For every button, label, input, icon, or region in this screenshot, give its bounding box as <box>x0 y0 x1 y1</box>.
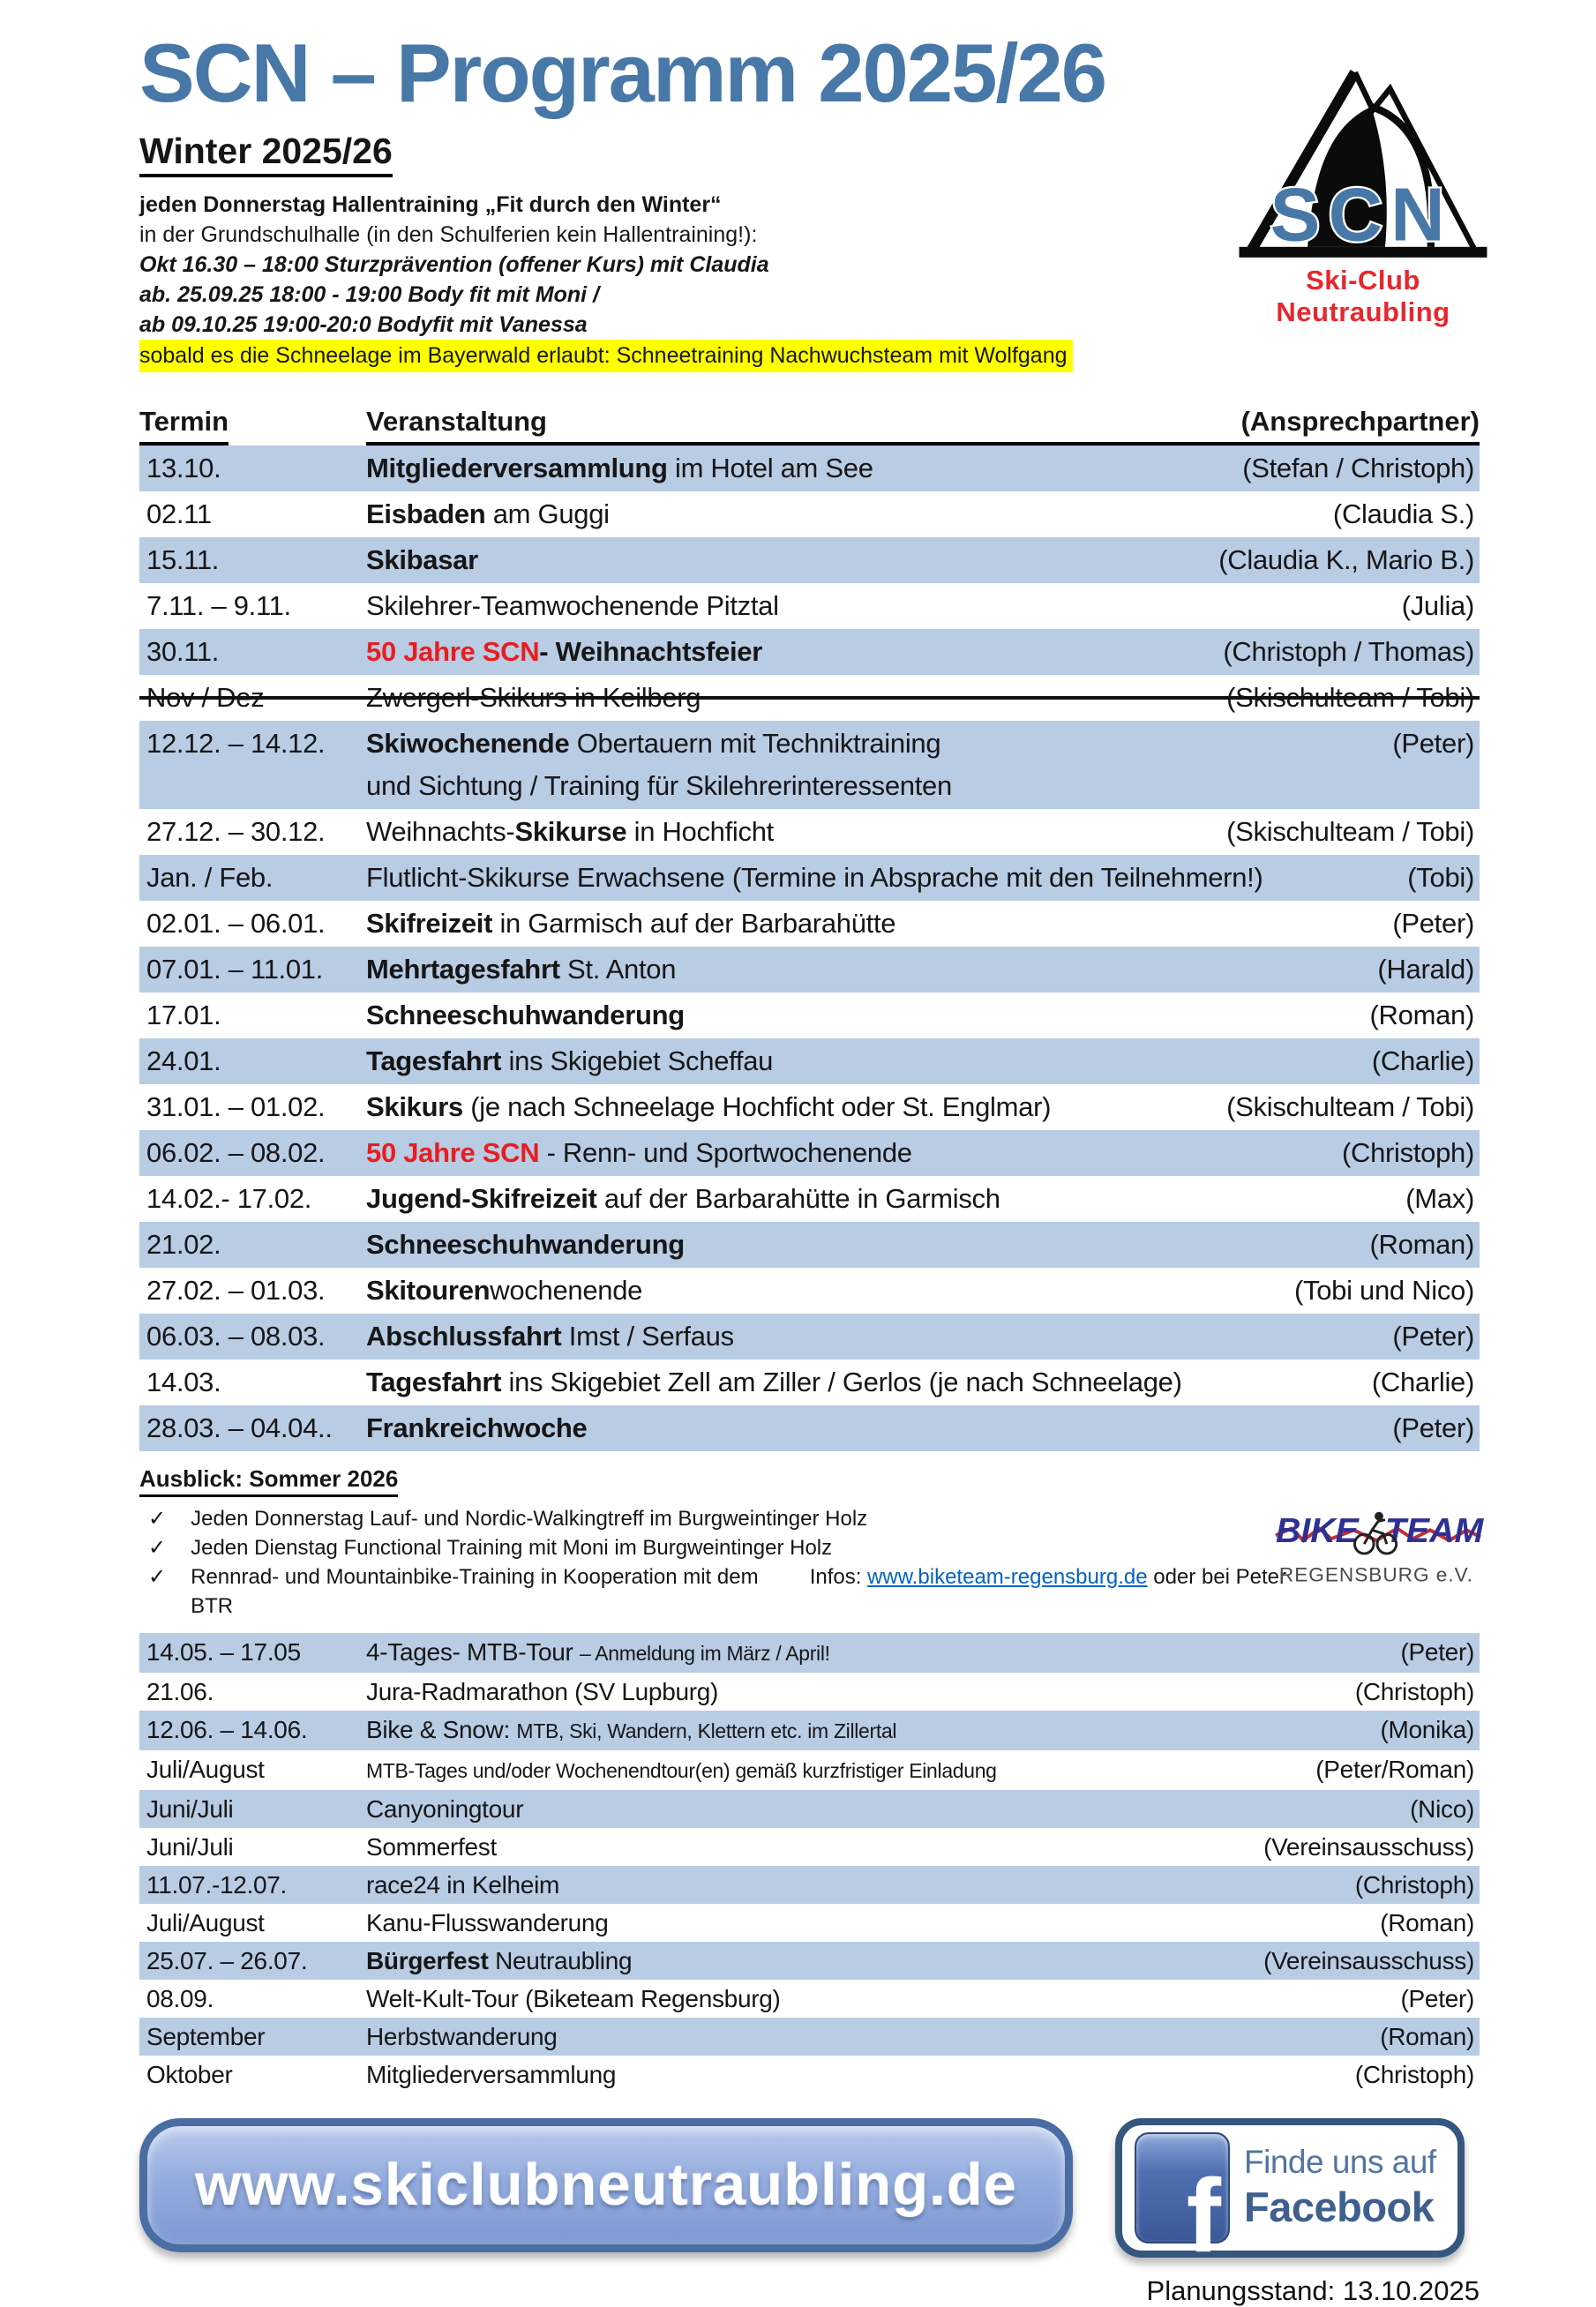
outlook-item <box>139 1533 1286 1562</box>
event-contact: (Charlie) <box>1371 1367 1474 1398</box>
event-title <box>366 1868 1355 1902</box>
event-date: 30.11. <box>146 636 220 668</box>
event-contact: (Christoph / Thomas) <box>1223 636 1474 668</box>
event-text: Obertauern mit Techniktraining <box>569 728 941 760</box>
event-text: Welt-Kult-Tour (Biketeam Regensburg) <box>366 1984 781 2012</box>
event-title <box>366 1830 1263 1864</box>
biketeam-logo <box>1273 1499 1483 1603</box>
event-date: 28.03. – 04.04.. <box>146 1412 333 1444</box>
event-text: (je nach Schneelage Hochficht oder St. Englmar) <box>462 1091 1052 1123</box>
event-text: race24 in Kelheim <box>366 1870 560 1899</box>
event-title <box>366 1132 1342 1174</box>
table-header <box>139 402 1480 446</box>
event-row <box>139 1711 1480 1750</box>
event-text: Bike & Snow: <box>366 1715 517 1743</box>
event-title <box>366 723 1392 807</box>
event-contact: (Roman) <box>1369 1000 1474 1031</box>
facebook-text <box>1244 2144 1436 2231</box>
event-text: Frankreichwoche <box>366 1412 588 1444</box>
biketeam-word-team: TEAM <box>1384 1510 1484 1550</box>
intro-line: jeden Donnerstag Hallentraining „Fit durch den Winter“ <box>139 192 722 218</box>
event-date: Nov / Dez <box>146 682 265 714</box>
biketeam-word-bike: BIKE <box>1275 1510 1359 1550</box>
event-row <box>139 855 1480 901</box>
event-text: Schneeschuhwanderung <box>366 1000 685 1031</box>
event-title <box>366 1270 1294 1312</box>
event-row <box>139 947 1480 992</box>
event-contact: (Vereinsausschuss) <box>1263 1832 1474 1861</box>
column-ansprechpartner: (Ansprechpartner) <box>1240 406 1480 438</box>
event-date: 06.03. – 08.03. <box>146 1321 326 1352</box>
event-date: 14.03. <box>146 1367 221 1398</box>
event-title <box>366 1906 1380 1940</box>
event-date: 25.07. – 26.07. <box>146 1946 308 1974</box>
event-date: 11.07.-12.07. <box>146 1870 288 1899</box>
event-title <box>366 1040 1372 1082</box>
column-termin: Termin <box>139 402 229 446</box>
event-contact: (Christoph) <box>1341 1137 1474 1169</box>
event-text: 50 Jahre SCN <box>366 636 540 668</box>
event-date: 27.12. – 30.12. <box>146 816 326 848</box>
event-text: am Guggi <box>485 498 610 530</box>
event-contact: (Peter) <box>1392 908 1474 940</box>
event-title <box>366 1752 1315 1788</box>
event-text: ins Skigebiet Scheffau <box>501 1045 774 1077</box>
event-text: Jura-Radmarathon (SV Lupburg) <box>366 1677 719 1705</box>
event-contact: (Christoph) <box>1354 1870 1474 1899</box>
event-row <box>139 992 1480 1038</box>
event-row <box>139 629 1480 675</box>
event-text: 4-Tages- MTB-Tour <box>366 1637 580 1666</box>
event-title <box>366 539 1218 581</box>
event-date: Juni/Juli <box>146 1794 234 1823</box>
event-contact: (Stefan / Christoph) <box>1242 453 1474 484</box>
event-text: Tagesfahrt <box>366 1045 502 1077</box>
event-contact: (Peter) <box>1400 1637 1474 1666</box>
event-title <box>366 447 1242 490</box>
event-text: Weihnachts- <box>366 816 515 848</box>
event-contact: (Peter) <box>1392 728 1474 760</box>
mountain-icon <box>1225 30 1501 266</box>
event-contact: (Nico) <box>1410 1794 1474 1823</box>
event-date: Juli/August <box>146 1755 265 1783</box>
event-row <box>139 1084 1480 1130</box>
event-title <box>366 1635 1401 1671</box>
check-icon: ✓ <box>148 1506 167 1531</box>
event-date: 24.01. <box>146 1045 221 1077</box>
event-date: Oktober <box>146 2060 233 2088</box>
event-title <box>366 1178 1405 1220</box>
event-title <box>366 1407 1392 1449</box>
event-contact: (Roman) <box>1380 1908 1474 1936</box>
event-contact: (Skischulteam / Tobi) <box>1226 816 1474 848</box>
event-title <box>366 903 1392 945</box>
event-contact: (Monika) <box>1380 1715 1474 1743</box>
event-text: MTB-Tages und/oder Wochenendtour(en) gemäß kurzfristiger Einladung <box>366 1758 997 1782</box>
event-contact: (Vereinsausschuss) <box>1263 1946 1474 1974</box>
footer <box>139 2118 1480 2274</box>
event-row <box>139 1359 1480 1405</box>
event-title <box>366 2057 1355 2092</box>
event-date: 21.02. <box>146 1229 221 1261</box>
event-text: Flutlicht-Skikurse Erwachsene (Termine in Absprache mit den Teilnehmern!) <box>366 862 1263 894</box>
event-text: Neutraubling <box>488 1946 633 1974</box>
event-row <box>139 1633 1480 1673</box>
planning-status: Planungsstand: 13.10.2025 <box>1146 2274 1480 2306</box>
event-title <box>366 857 1407 899</box>
event-row <box>139 1980 1480 2018</box>
event-text: auf der Barbarahütte in Garmisch <box>596 1183 1000 1215</box>
event-title <box>366 1224 1370 1266</box>
event-date: 14.02.- 17.02. <box>146 1183 312 1215</box>
event-contact: (Claudia K., Mario B.) <box>1218 544 1474 576</box>
season-heading: Winter 2025/26 <box>139 131 1480 177</box>
event-text: Jugend-Skifreizeit <box>366 1183 597 1215</box>
event-row <box>139 2018 1480 2056</box>
event-row <box>139 675 1480 721</box>
event-date: 07.01. – 11.01. <box>146 954 324 985</box>
event-date: 13.10. <box>146 453 221 484</box>
event-row <box>139 491 1480 537</box>
event-title <box>366 1674 1355 1709</box>
event-text: Mitgliederversammlung <box>366 453 668 484</box>
event-text: Weihnachtsfeier <box>555 636 763 668</box>
column-veranstaltung: Veranstaltung <box>366 406 547 438</box>
logo-acronym: SCN <box>1270 173 1453 258</box>
event-title <box>366 1981 1401 2016</box>
event-row <box>139 901 1480 947</box>
event-title <box>366 1792 1410 1826</box>
event-subtitle: und Sichtung / Training für Skilehrerinteressenten <box>366 770 952 802</box>
event-date: 27.02. – 01.03. <box>146 1275 326 1307</box>
winter-schedule-table <box>139 446 1480 1451</box>
event-text: Bürgerfest <box>366 1946 489 1974</box>
event-row <box>139 1314 1480 1359</box>
event-contact: (Skischulteam / Tobi) <box>1226 682 1474 714</box>
event-title <box>366 493 1333 536</box>
event-date: Juli/August <box>146 1908 265 1936</box>
facebook-line1: Finde uns auf <box>1244 2144 1436 2181</box>
highlight-note: sobald es die Schneelage im Bayerwald erlaubt: Schneetraining Nachwuchsteam mit Wolfgang <box>139 340 1073 372</box>
event-text: 50 Jahre SCN <box>366 1137 540 1169</box>
event-text: Mitgliederversammlung <box>366 2060 617 2088</box>
intro-line: ab 09.10.25 19:00-20:0 Bodyfit mit Vanessa <box>139 312 588 338</box>
outlook-text: Jeden Dienstag Functional Training mit Moni im Burgweintinger Holz <box>191 1535 833 1560</box>
event-date: 06.02. – 08.02. <box>146 1137 326 1169</box>
event-text: in Garmisch auf der Barbarahütte <box>492 908 896 940</box>
event-text: Skitouren <box>366 1275 491 1307</box>
event-text: Imst / Serfaus <box>561 1321 734 1352</box>
event-contact: (Roman) <box>1380 2022 1474 2050</box>
check-icon: ✓ <box>148 1535 167 1560</box>
outlook-text: Jeden Donnerstag Lauf- und Nordic-Walkingtreff im Burgweintinger Holz <box>191 1506 868 1531</box>
outlook-text: Rennrad- und Mountainbike-Training in Kooperation mit dem BTR <box>191 1564 759 1618</box>
event-row <box>139 537 1480 583</box>
scn-logo <box>1225 30 1501 328</box>
website-url: www.skiclubneutraubling.de <box>195 2152 1017 2219</box>
event-date: 14.05. – 17.05 <box>146 1637 301 1666</box>
event-date: 12.12. – 14.12. <box>146 728 326 760</box>
biketeam-sub: REGENSBURG e.V. <box>1278 1562 1473 1585</box>
event-text: Kanu-Flusswanderung <box>366 1908 609 1936</box>
event-text: Tagesfahrt <box>366 1367 502 1398</box>
event-row <box>139 1750 1480 1790</box>
event-contact: (Peter) <box>1392 1412 1474 1444</box>
event-date: 02.01. – 06.01. <box>146 908 326 940</box>
event-date: Jan. / Feb. <box>146 862 273 894</box>
event-title <box>366 994 1370 1037</box>
event-title <box>366 631 1223 673</box>
event-text: Skiwochenende <box>366 728 570 760</box>
event-text: wochenende <box>490 1275 643 1307</box>
event-date: 7.11. – 9.11. <box>146 590 291 622</box>
event-text: Canyoningtour <box>366 1794 524 1823</box>
event-text: Schneeschuhwanderung <box>366 1229 685 1261</box>
event-text: - Renn- und Sportwochenende <box>539 1137 912 1169</box>
event-contact: (Charlie) <box>1371 1045 1474 1077</box>
event-contact: (Roman) <box>1369 1229 1474 1261</box>
event-row <box>139 583 1480 629</box>
check-icon: ✓ <box>148 1564 167 1589</box>
infos-label: Infos: <box>809 1564 862 1589</box>
event-contact: (Christoph) <box>1354 1677 1474 1705</box>
event-text: in Hochficht <box>626 816 774 848</box>
website-button[interactable] <box>139 2118 1073 2252</box>
facebook-icon <box>1135 2132 1230 2274</box>
event-row <box>139 1828 1480 1866</box>
event-date: September <box>146 2022 266 2050</box>
facebook-f-letter: f <box>1186 2157 1221 2274</box>
event-contact: (Tobi und Nico) <box>1294 1275 1474 1307</box>
event-row <box>139 1904 1480 1942</box>
event-row <box>139 809 1480 855</box>
event-row <box>139 721 1480 809</box>
event-text: MTB, Ski, Wandern, Klettern etc. im Zillertal <box>516 1719 897 1742</box>
event-title <box>366 677 1226 719</box>
event-title <box>366 1086 1226 1128</box>
event-text: Herbstwanderung <box>366 2022 558 2050</box>
event-text: Sommerfest <box>366 1832 497 1861</box>
page-title: SCN – Programm 2025/26 <box>139 26 1106 119</box>
event-contact: (Claudia S.) <box>1332 498 1474 530</box>
facebook-line2: Facebook <box>1244 2183 1435 2231</box>
club-name: Ski-Club Neutraubling <box>1276 265 1450 327</box>
event-title <box>366 585 1402 627</box>
event-row <box>139 1673 1480 1711</box>
event-title <box>366 811 1226 853</box>
event-text: Mehrtagesfahrt <box>366 954 560 985</box>
event-text: im Hotel am See <box>667 453 873 484</box>
outlook-item <box>139 1504 1286 1533</box>
event-title <box>366 948 1377 991</box>
event-row <box>139 1268 1480 1314</box>
event-text: ins Skigebiet Zell am Ziller / Gerlos (je nach Schneelage) <box>501 1367 1182 1398</box>
event-date: 17.01. <box>146 1000 221 1031</box>
event-contact: (Max) <box>1405 1183 1474 1215</box>
intro-line: Okt 16.30 – 18:00 Sturzprävention (offener Kurs) mit Claudia <box>139 252 769 278</box>
outlook-heading: Ausblick: Sommer 2026 <box>139 1465 1480 1496</box>
event-text: Abschlussfahrt <box>366 1321 562 1352</box>
event-text: Skikurse <box>514 816 627 848</box>
event-text: Skifreizeit <box>366 908 493 940</box>
event-date: Juni/Juli <box>146 1832 234 1861</box>
event-date: 21.06. <box>146 1677 214 1705</box>
event-contact: (Christoph) <box>1354 2060 1474 2088</box>
event-text: – Anmeldung im März / April! <box>580 1641 830 1665</box>
event-row <box>139 1942 1480 1980</box>
event-contact: (Skischulteam / Tobi) <box>1226 1091 1474 1123</box>
event-text: - <box>539 636 556 668</box>
event-contact: (Tobi) <box>1407 862 1474 894</box>
event-text: Skilehrer-Teamwochenende Pitztal <box>366 590 779 622</box>
event-title <box>366 1315 1392 1358</box>
event-title <box>366 1361 1372 1404</box>
event-date: 15.11. <box>146 544 220 576</box>
infos-note <box>810 1562 1286 1592</box>
event-contact: (Peter) <box>1400 1984 1474 2012</box>
event-row <box>139 1866 1480 1904</box>
infos-suffix: oder bei Peter <box>1153 1564 1286 1589</box>
event-date: 31.01. – 01.02. <box>146 1091 326 1123</box>
facebook-badge[interactable] <box>1115 2118 1465 2274</box>
event-date: 12.06. – 14.06. <box>146 1715 308 1743</box>
intro-line: ab. 25.09.25 18:00 - 19:00 Body fit mit Moni / <box>139 282 600 308</box>
event-row <box>139 1038 1480 1084</box>
event-row <box>139 1405 1480 1451</box>
event-contact: (Julia) <box>1401 590 1474 622</box>
event-row <box>139 1790 1480 1828</box>
summer-schedule-table <box>139 1633 1480 2094</box>
event-row <box>139 2056 1480 2094</box>
event-contact: (Peter) <box>1392 1321 1474 1352</box>
event-title <box>366 2019 1380 2054</box>
event-title <box>366 1944 1263 1978</box>
event-text: Eisbaden <box>366 498 486 530</box>
event-row <box>139 1176 1480 1222</box>
event-text: Skikurs <box>366 1091 463 1123</box>
event-title <box>366 1712 1380 1749</box>
event-row <box>139 1222 1480 1268</box>
event-date: 08.09. <box>146 1984 214 2012</box>
event-text: St. Anton <box>559 954 677 985</box>
event-row <box>139 446 1480 491</box>
biketeam-icon <box>1273 1499 1483 1603</box>
event-text: Skibasar <box>366 544 478 576</box>
event-contact: (Harald) <box>1377 954 1474 985</box>
intro-line: in der Grundschulhalle (in den Schulferien kein Hallentraining!): <box>139 222 758 248</box>
biketeam-link[interactable]: www.biketeam-regensburg.de <box>867 1564 1148 1589</box>
outlook-item <box>139 1562 1286 1621</box>
event-contact: (Peter/Roman) <box>1315 1755 1474 1783</box>
event-row <box>139 1130 1480 1176</box>
event-date: 02.11 <box>146 498 212 530</box>
event-text: Zwergerl-Skikurs in Keilberg <box>366 682 701 714</box>
